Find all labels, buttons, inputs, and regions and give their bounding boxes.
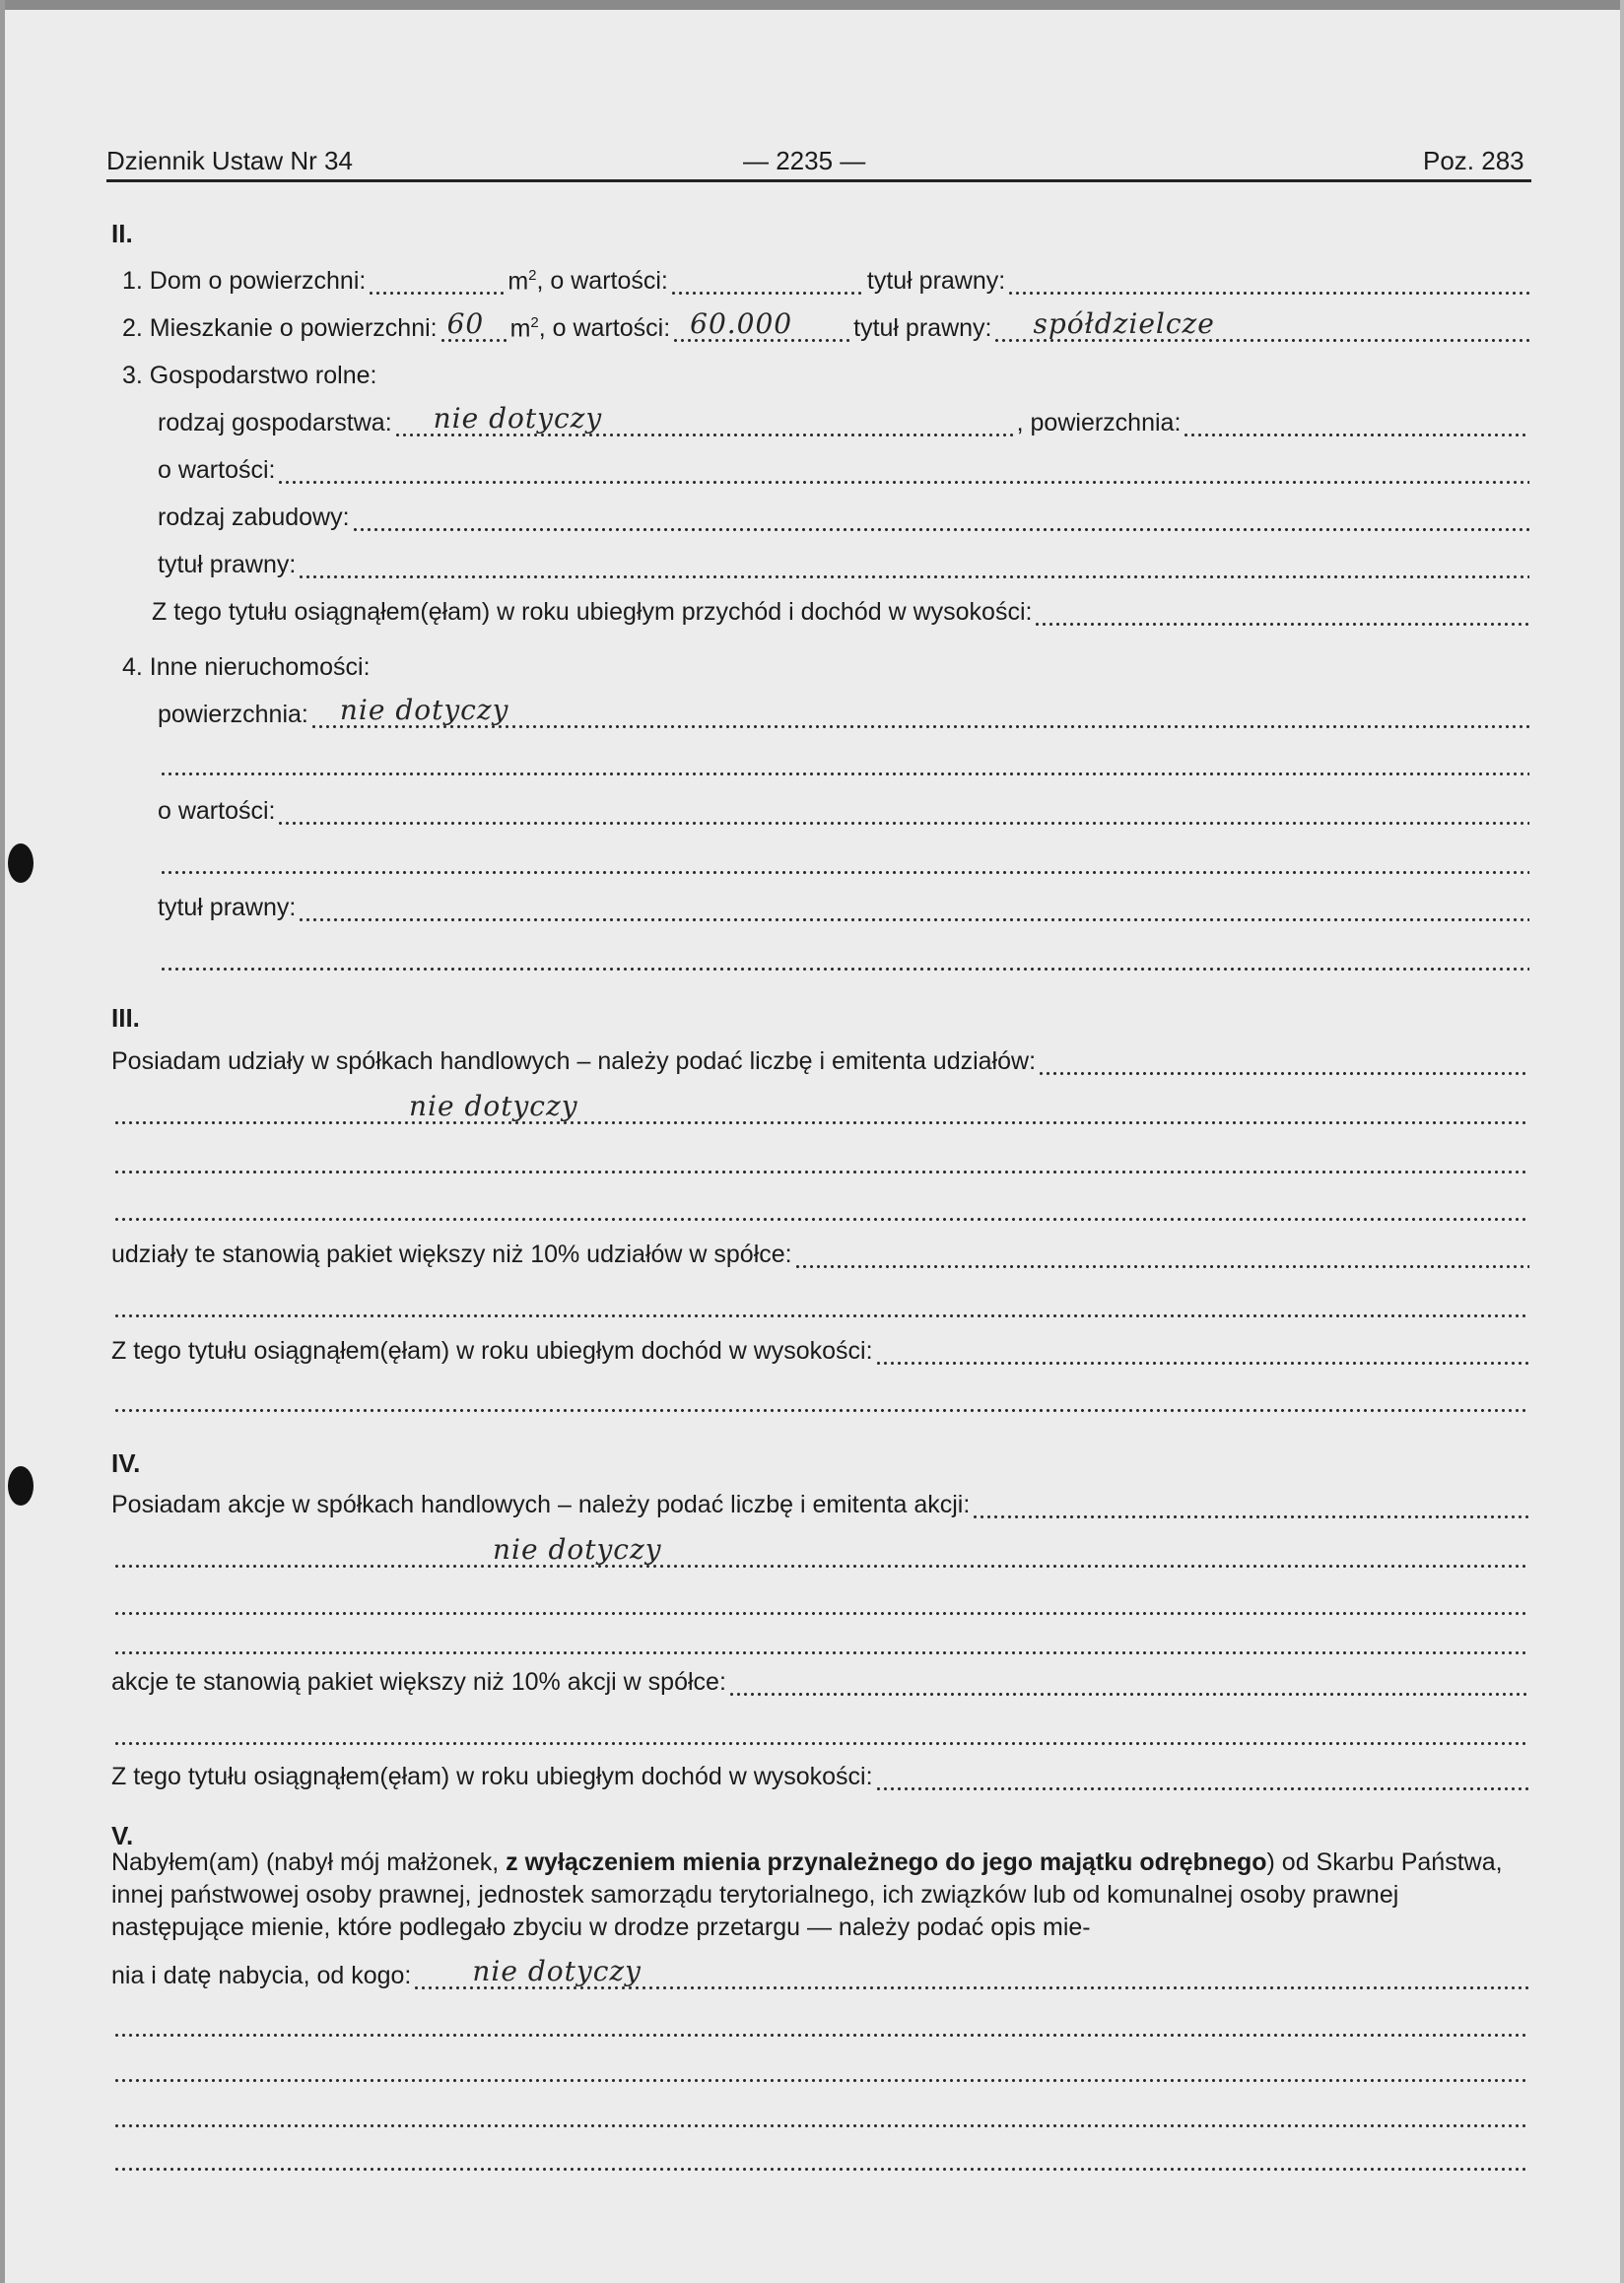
stocks-package-field[interactable] [728, 1673, 1529, 1697]
shares-field[interactable] [1038, 1052, 1529, 1076]
other-property-area-row [158, 694, 1531, 729]
shares-package-field[interactable] [794, 1245, 1529, 1269]
stocks-field-4[interactable] [113, 1632, 1529, 1655]
stocks-label: Posiadam akcje w spółkach handlowych – należy podać liczbę i emitenta akcji: [111, 1491, 971, 1518]
apartment-area-value: 60 [446, 307, 485, 340]
acquisition-row-5 [111, 2140, 1531, 2172]
shares-field-3[interactable] [113, 1151, 1529, 1175]
stocks-field-3[interactable] [113, 1592, 1529, 1616]
stocks-income-label: Z tego tytułu osiągnąłem(ęłam) w roku ubiegłym dochód w wysokości: [111, 1763, 873, 1790]
shares-package-row [111, 1238, 1531, 1269]
other-property-title-row-2 [158, 940, 1531, 972]
house-title-field[interactable] [1007, 272, 1529, 296]
apartment-title-field[interactable] [993, 307, 1529, 343]
apartment-value-field[interactable] [672, 307, 851, 343]
punch-hole-lower [8, 1466, 34, 1506]
other-property-value-field-2[interactable] [160, 851, 1529, 875]
acquisition-text-bold: z wyłączeniem mienia przynależnego do jego majątku odrębnego [506, 1848, 1267, 1876]
shares-income-field-2[interactable] [113, 1389, 1529, 1413]
stocks-value: nie dotyczy [493, 1533, 662, 1566]
shares-income-label: Z tego tytułu osiągnąłem(ęłam) w roku ubiegłym dochód w wysokości: [111, 1337, 873, 1365]
apartment-area-unit: m [509, 314, 531, 342]
journal-title: Dziennik Ustaw Nr 34 [106, 146, 353, 175]
farm-area-label: , powierzchnia: [1016, 409, 1182, 436]
house-value-field[interactable] [670, 272, 865, 296]
apartment-value: 60.000 [690, 307, 793, 340]
farm-type-label: rodzaj gospodarstwa: [158, 409, 392, 436]
apartment-value-label: , o wartości: [538, 314, 671, 342]
stocks-row [111, 1488, 1531, 1519]
farm-area-field[interactable] [1183, 414, 1529, 437]
acquisition-row-4 [111, 2097, 1531, 2128]
apartment-area-unit-exponent: 2 [530, 313, 539, 331]
other-property-title-field-2[interactable] [160, 948, 1529, 972]
acquisition-text-part1: Nabyłem(am) (nabył mój małżonek, [111, 1848, 507, 1876]
shares-package-row-2 [111, 1287, 1531, 1318]
farm-type-row [158, 402, 1531, 437]
other-property-title-field[interactable] [298, 899, 1529, 922]
section-heading-V: V. [111, 1821, 134, 1850]
other-property-value-field[interactable] [277, 802, 1529, 826]
other-property-value-row-2 [158, 843, 1531, 875]
shares-row-4 [111, 1190, 1531, 1222]
acquisition-last-label: nia i datę nabycia, od kogo: [111, 1962, 412, 1989]
stocks-row-4 [111, 1624, 1531, 1655]
other-property-area-field[interactable] [310, 694, 1529, 729]
shares-income-field[interactable] [875, 1342, 1529, 1366]
acquisition-row-2 [111, 2006, 1531, 2038]
acquisition-field-5[interactable] [113, 2148, 1529, 2172]
farm-heading-row [122, 359, 1531, 390]
apartment-area-field[interactable] [440, 307, 508, 343]
acquisition-row [111, 1955, 1531, 1990]
farm-type-field[interactable] [394, 402, 1015, 437]
other-property-area-field-2[interactable] [160, 753, 1529, 776]
farm-income-field[interactable] [1034, 603, 1529, 627]
stocks-field-2[interactable] [113, 1533, 1529, 1569]
stocks-package-row [111, 1665, 1531, 1697]
apartment-title-label: tytuł prawny: [853, 314, 992, 342]
farm-buildings-row [158, 501, 1531, 532]
farm-value-row [158, 453, 1531, 485]
farm-type-value: nie dotyczy [433, 402, 603, 435]
shares-package-field-2[interactable] [113, 1295, 1529, 1318]
other-property-area-value: nie dotyczy [339, 694, 509, 726]
farm-value-label: o wartości: [158, 456, 276, 484]
house-area-unit-exponent: 2 [528, 266, 537, 284]
shares-income-row [111, 1334, 1531, 1366]
shares-value: nie dotyczy [409, 1090, 578, 1122]
other-property-value-row [158, 794, 1531, 826]
stocks-row-3 [111, 1584, 1531, 1616]
acquisition-description [111, 1847, 1536, 1944]
stocks-row-2 [111, 1533, 1531, 1569]
farm-title-row [158, 548, 1531, 579]
scan-edge-top [0, 0, 1624, 10]
shares-package-label: udziały te stanowią pakiet większy niż 10% udziałów w spółce: [111, 1241, 792, 1268]
position-number: Poz. 283 [1423, 146, 1524, 175]
stocks-package-field-2[interactable] [113, 1722, 1529, 1746]
house-value-label: , o wartości: [536, 267, 668, 295]
other-property-area-row-2 [158, 745, 1531, 776]
shares-row-2 [111, 1090, 1531, 1125]
apartment-row [122, 307, 1531, 343]
acquisition-field-3[interactable] [113, 2059, 1529, 2083]
shares-row-3 [111, 1143, 1531, 1175]
scan-edge-right [1620, 0, 1624, 2283]
farm-title-field[interactable] [298, 556, 1529, 579]
house-label: 1. Dom o powierzchni: [122, 267, 367, 295]
farm-income-row [152, 595, 1531, 627]
shares-label: Posiadam udziały w spółkach handlowych – należy podać liczbę i emitenta udziałów: [111, 1047, 1037, 1075]
house-row [122, 264, 1531, 296]
stocks-field[interactable] [972, 1496, 1529, 1519]
shares-row [111, 1044, 1531, 1076]
farm-value-field[interactable] [277, 461, 1529, 485]
acquisition-field[interactable] [413, 1955, 1529, 1990]
page-number: — 2235 — [743, 146, 866, 175]
farm-buildings-label: rodzaj zabudowy: [158, 504, 350, 531]
apartment-title-value: spółdzielcze [1033, 307, 1215, 340]
house-area-unit: m [508, 267, 529, 295]
shares-income-row-2 [111, 1381, 1531, 1413]
section-heading-III: III. [111, 1003, 140, 1033]
house-area-field[interactable] [368, 272, 506, 296]
stocks-income-field[interactable] [875, 1768, 1529, 1791]
header-rule [106, 179, 1531, 182]
other-property-title-row [158, 891, 1531, 922]
farm-label: 3. Gospodarstwo rolne: [122, 362, 377, 389]
other-property-value-label: o wartości: [158, 797, 276, 825]
acquisition-field-2[interactable] [113, 2014, 1529, 2038]
stocks-income-row [111, 1760, 1531, 1791]
section-heading-II: II. [111, 219, 133, 248]
farm-income-label: Z tego tytułu osiągnąłem(ęłam) w roku ubiegłym przychód i dochód w wysokości: [152, 598, 1033, 626]
acquisition-value: nie dotyczy [472, 1955, 642, 1987]
other-property-heading-row [122, 650, 1531, 682]
farm-title-label: tytuł prawny: [158, 551, 297, 578]
stocks-package-row-2 [111, 1714, 1531, 1746]
shares-field-2[interactable] [113, 1090, 1529, 1125]
scan-edge-left [0, 0, 5, 2283]
acquisition-field-4[interactable] [113, 2105, 1529, 2128]
farm-buildings-field[interactable] [352, 508, 1529, 532]
acquisition-text-part2: ) od Skarbu Państwa, innej państwowej osoby prawnej, jednostek samorządu terytorialnego, ich związków lub od komunalnej osoby prawnej następujące mienie, które podlegało zbyciu w drodze przetargu — należy podać opis mie- [111, 1848, 1503, 1941]
shares-field-4[interactable] [113, 1198, 1529, 1222]
punch-hole-upper [8, 843, 34, 883]
stocks-package-label: akcje te stanowią pakiet większy niż 10% akcji w spółce: [111, 1668, 726, 1696]
other-property-area-label: powierzchnia: [158, 701, 308, 728]
house-title-label: tytuł prawny: [866, 267, 1006, 295]
section-heading-IV: IV. [111, 1448, 141, 1478]
other-property-title-label: tytuł prawny: [158, 894, 297, 921]
apartment-label: 2. Mieszkanie o powierzchni: [122, 314, 438, 342]
other-property-label: 4. Inne nieruchomości: [122, 653, 371, 681]
acquisition-row-3 [111, 2051, 1531, 2083]
